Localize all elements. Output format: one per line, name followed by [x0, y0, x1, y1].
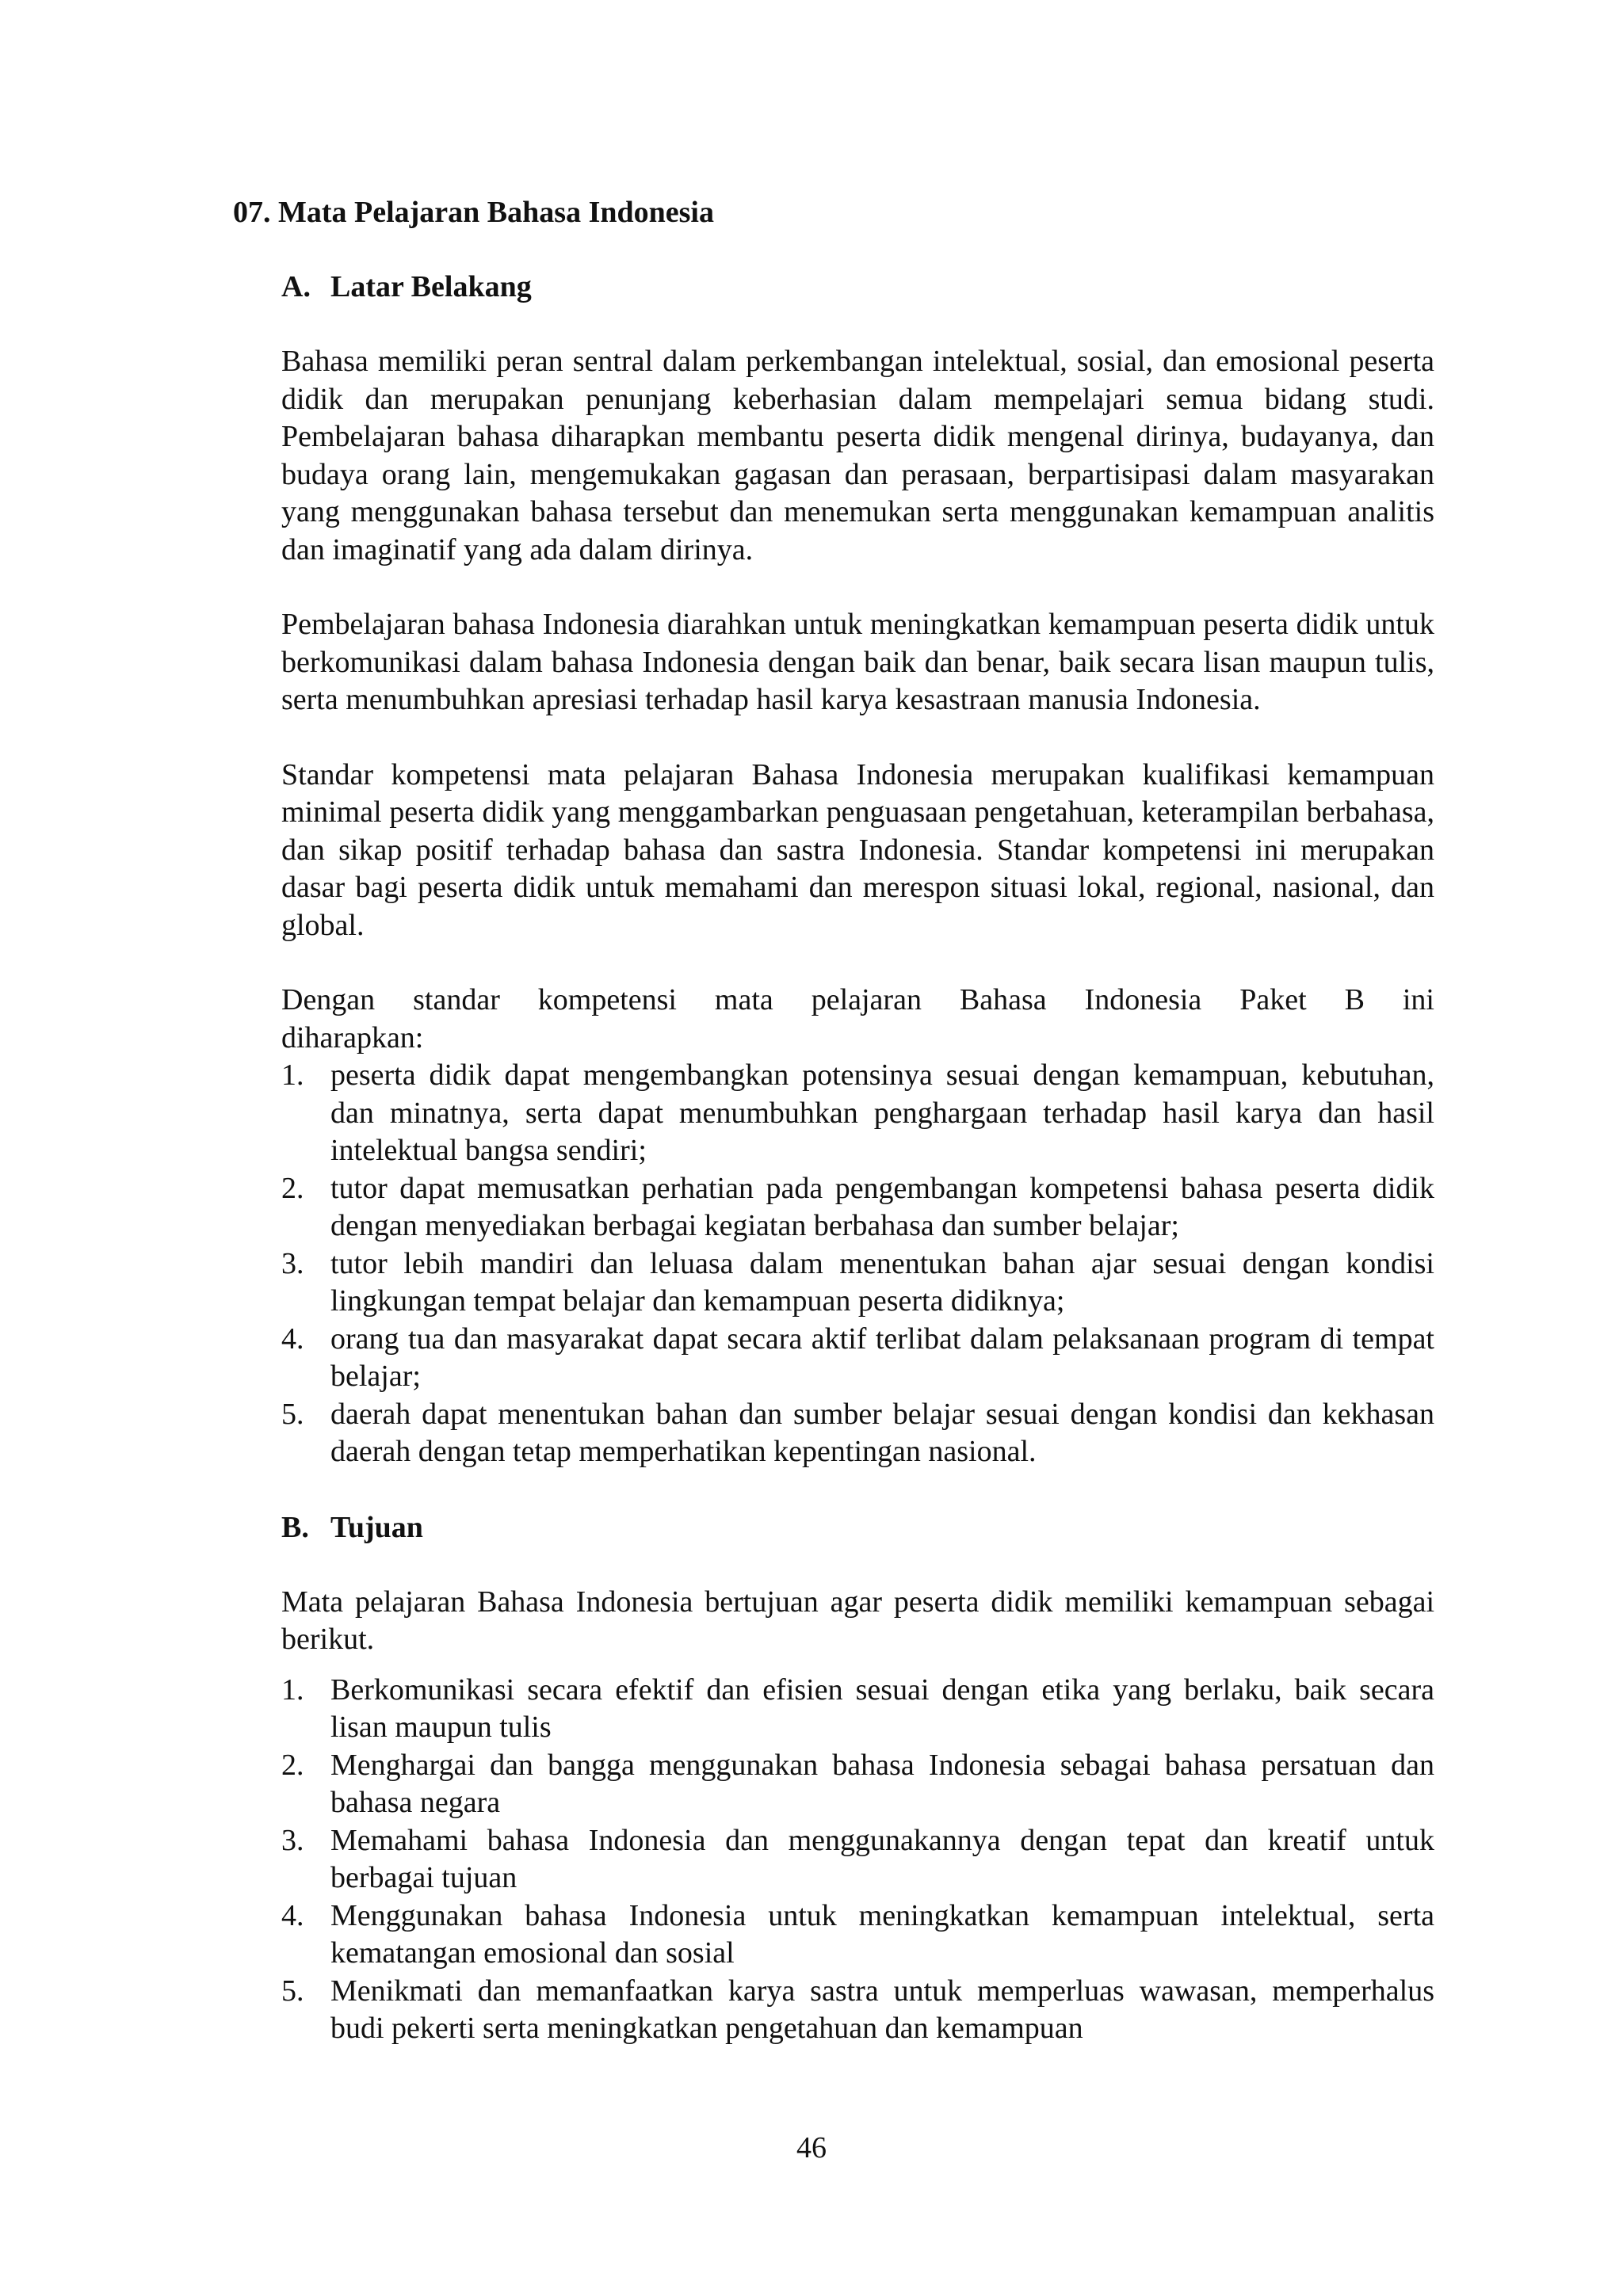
- document-body: [281, 268, 1434, 2048]
- list-text: Menggunakan bahasa Indonesia untuk meningkatkan kemampuan intelektual, serta kematangan emosional dan sosial: [330, 1898, 1434, 1970]
- paragraph: Mata pelajaran Bahasa Indonesia bertujuan agar peserta didik memiliki kemampuan sebagai berikut.: [281, 1585, 1434, 1656]
- list-number: 3.: [281, 1823, 304, 1857]
- list-number: 4.: [281, 1898, 304, 1932]
- list-item: [281, 1822, 1434, 1897]
- list-item: [281, 1747, 1434, 1822]
- list-item: [281, 1057, 1434, 1170]
- objectives-list: [281, 1672, 1434, 2048]
- list-text: Berkomunikasi secara efektif dan efisien sesuai dengan etika yang berlaku, baik secara lisan maupun tulis: [330, 1672, 1434, 1744]
- paragraph: Standar kompetensi mata pelajaran Bahasa Indonesia merupakan kualifikasi kemampuan minimal peserta didik yang menggambarkan penguasaan pengetahuan, keterampilan berbahasa, dan sikap positif terhadap bahasa dan sastra Indonesia. Standar kompetensi ini merupakan dasar bagi peserta didik untuk memahami dan merespon situasi lokal, regional, nasional, dan global.: [281, 757, 1434, 942]
- section-a-letter: A.: [281, 270, 311, 303]
- paragraph: Bahasa memiliki peran sentral dalam perkembangan intelektual, sosial, dan emosional peserta didik dan merupakan penunjang keberhasian dalam mempelajari semua bidang studi. Pembelajaran bahasa diharapkan membantu peserta didik mengenal dirinya, budayanya, dan budaya orang lain, mengemukakan gagasan dan perasaan, berpartisipasi dalam masyarakan yang menggunakan bahasa tersebut dan menemukan serta menggunakan kemampuan analitis dan imaginatif yang ada dalam dirinya.: [281, 345, 1434, 566]
- list-number: 4.: [281, 1322, 304, 1356]
- list-item: [281, 1396, 1434, 1471]
- list-item: [281, 1672, 1434, 1747]
- list-item: [281, 1321, 1434, 1396]
- list-text: orang tua dan masyarakat dapat secara aktif terlibat dalam pelaksanaan program di tempat belajar;: [330, 1322, 1434, 1393]
- list-number: 5.: [281, 1974, 304, 2008]
- list-item: [281, 1245, 1434, 1321]
- list-number: 1.: [281, 1672, 304, 1707]
- list-intro-tail: diharapkan:: [281, 1020, 424, 1055]
- list-intro: Dengan standar kompetensi mata pelajaran Bahasa Indonesia Paket B ini: [281, 983, 1434, 1016]
- section-a-heading: [281, 268, 1434, 306]
- list-number: 1.: [281, 1058, 304, 1092]
- section-b-title: Tujuan: [330, 1510, 423, 1544]
- list-number: 5.: [281, 1397, 304, 1431]
- list-text: Menghargai dan bangga menggunakan bahasa Indonesia sebagai bahasa persatuan dan bahasa negara: [330, 1748, 1434, 1819]
- section-b-heading: [281, 1508, 1434, 1547]
- list-item: [281, 1170, 1434, 1245]
- section-b-letter: B.: [281, 1510, 309, 1544]
- page-number: 46: [796, 2131, 827, 2164]
- list-text: daerah dapat menentukan bahan dan sumber belajar sesuai dengan kondisi dan kekhasan daerah dengan tetap memperhatikan kepentingan nasional.: [330, 1397, 1434, 1468]
- section-a-title: Latar Belakang: [330, 270, 532, 303]
- list-text: Menikmati dan memanfaatkan karya sastra untuk memperluas wawasan, memperhalus budi pekerti serta meningkatkan pengetahuan dan kemampuan: [330, 1974, 1434, 2045]
- list-text: Memahami bahasa Indonesia dan menggunakannya dengan tepat dan kreatif untuk berbagai tujuan: [330, 1823, 1434, 1894]
- page-title: 07. Mata Pelajaran Bahasa Indonesia: [233, 196, 714, 229]
- list-number: 2.: [281, 1171, 304, 1205]
- list-item: [281, 1897, 1434, 1973]
- list-number: 3.: [281, 1246, 304, 1280]
- list-text: tutor dapat memusatkan perhatian pada pengembangan kompetensi bahasa peserta didik dengan menyediakan berbagai kegiatan berbahasa dan sumber belajar;: [330, 1171, 1434, 1242]
- list-text: tutor lebih mandiri dan leluasa dalam menentukan bahan ajar sesuai dengan kondisi lingkungan tempat belajar dan kemampuan peserta didiknya;: [330, 1246, 1434, 1318]
- list-item: [281, 1973, 1434, 2048]
- list-number: 2.: [281, 1748, 304, 1782]
- expectations-list: [281, 1057, 1434, 1471]
- paragraph: Pembelajaran bahasa Indonesia diarahkan untuk meningkatkan kemampuan peserta didik untuk berkomunikasi dalam bahasa Indonesia dengan baik dan benar, baik secara lisan maupun tulis, serta menumbuhkan apresiasi terhadap hasil karya kesastraan manusia Indonesia.: [281, 608, 1434, 716]
- list-text: peserta didik dapat mengembangkan potensinya sesuai dengan kemampuan, kebutuhan, dan minatnya, serta dapat menumbuhkan penghargaan terhadap hasil karya dan hasil intelektual bangsa sendiri;: [330, 1058, 1434, 1167]
